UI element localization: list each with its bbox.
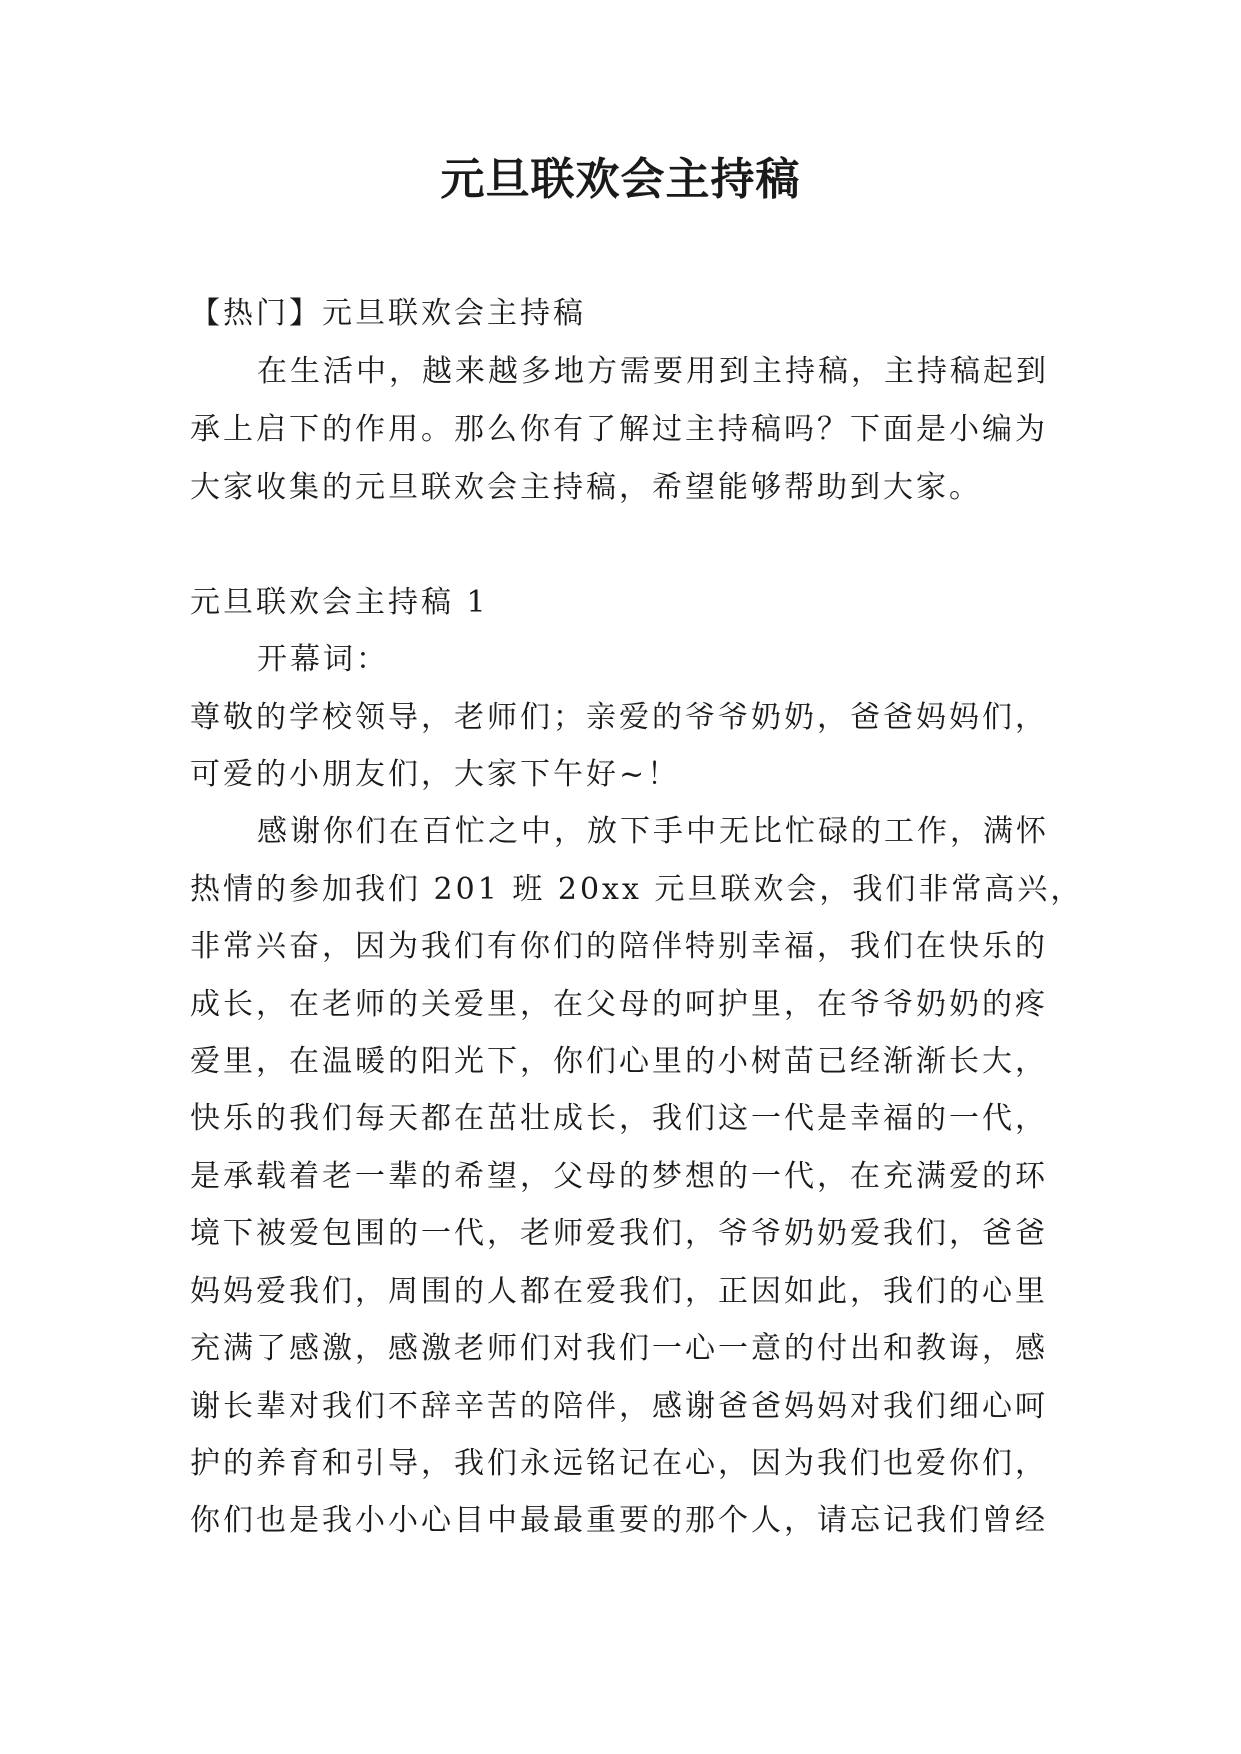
text-line: 谢长辈对我们不辞辛苦的陪伴，感谢爸爸妈妈对我们细心呵 — [190, 1389, 1048, 1424]
text-line: 快乐的我们每天都在茁壮成长，我们这一代是幸福的一代， — [190, 1101, 1048, 1136]
text-line: 承上启下的作用。那么你有了解过主持稿吗？下面是小编为 — [190, 412, 1048, 447]
text-line: 热情的参加我们 201 班 20xx 元旦联欢会，我们非常高兴， — [190, 872, 1084, 907]
text-line: 你们也是我小小心目中最最重要的那个人，请忘记我们曾经 — [190, 1503, 1048, 1538]
text-line: 是承载着老一辈的希望，父母的梦想的一代，在充满爱的环 — [190, 1159, 1048, 1194]
text-line: 可爱的小朋友们，大家下午好~！ — [190, 757, 681, 792]
text-line: 爱里，在温暖的阳光下，你们心里的小树苗已经渐渐长大， — [190, 1044, 1048, 1079]
text-line: 境下被爱包围的一代，老师爱我们，爷爷奶奶爱我们，爸爸 — [190, 1216, 1048, 1251]
text-line: 护的养育和引导，我们永远铭记在心，因为我们也爱你们， — [190, 1446, 1048, 1481]
text-line: 充满了感激，感激老师们对我们一心一意的付出和教诲，感 — [190, 1331, 1048, 1366]
text-line: 妈妈爱我们，周围的人都在爱我们，正因如此，我们的心里 — [190, 1274, 1048, 1309]
text-line: 大家收集的元旦联欢会主持稿，希望能够帮助到大家。 — [190, 470, 982, 505]
text-line: 【热门】元旦联欢会主持稿 — [190, 296, 586, 331]
text-line: 非常兴奋，因为我们有你们的陪伴特别幸福，我们在快乐的 — [190, 929, 1048, 964]
text-line: 感谢你们在百忙之中，放下手中无比忙碌的工作，满怀 — [257, 814, 1049, 849]
section-heading: 元旦联欢会主持稿 1 — [190, 585, 489, 620]
text-line: 成长，在老师的关爱里，在父母的呵护里，在爷爷奶奶的疼 — [190, 987, 1048, 1022]
text-line: 尊敬的学校领导，老师们；亲爱的爷爷奶奶，爸爸妈妈们， — [190, 700, 1048, 735]
text-line: 开幕词： — [257, 642, 389, 677]
text-line: 在生活中，越来越多地方需要用到主持稿，主持稿起到 — [257, 354, 1049, 389]
document-title: 元旦联欢会主持稿 — [440, 154, 801, 205]
